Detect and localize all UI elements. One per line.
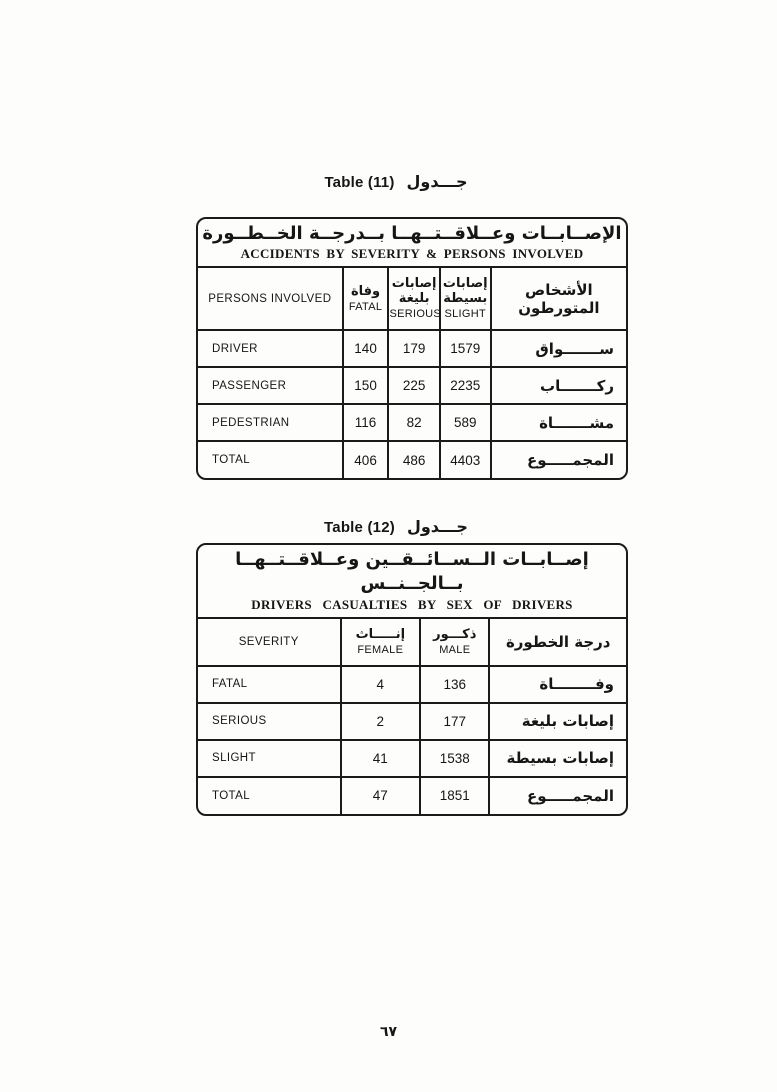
col-header-female: إنـــــاث FEMALE bbox=[341, 619, 421, 666]
row-label-en: FATAL bbox=[198, 666, 341, 703]
row-label-en: PASSENGER bbox=[198, 367, 343, 404]
table12-heading-ar: جـــدول bbox=[406, 517, 468, 536]
slight-value: 1579 bbox=[440, 330, 491, 367]
col-header-severity: SEVERITY bbox=[238, 635, 299, 648]
table12 bbox=[196, 543, 628, 816]
row-label-en: TOTAL bbox=[198, 777, 341, 814]
table11-title-arabic: الإصــابــات وعــلاقــتــهــا بــدرجــة الخــطــورة bbox=[202, 223, 622, 244]
table11 bbox=[196, 217, 628, 480]
row-label-ar: المجمـــــوع bbox=[491, 441, 626, 478]
row-label-en: SLIGHT bbox=[198, 740, 341, 777]
table11-title-english: ACCIDENTS BY SEVERITY & PERSONS INVOLVED bbox=[240, 246, 584, 262]
table11-heading-ar: جـــدول bbox=[406, 172, 468, 191]
table12-header-row bbox=[198, 619, 626, 666]
female-value: 41 bbox=[341, 740, 421, 777]
row-label-en: DRIVER bbox=[198, 330, 343, 367]
col-header-slight: إصابات بسيطة SLIGHT bbox=[440, 268, 491, 330]
row-label-ar: ركـــــــاب bbox=[491, 367, 626, 404]
col-header-persons-arabic: الأشخاص المتورطون bbox=[491, 268, 626, 330]
female-value: 4 bbox=[341, 666, 421, 703]
table-row-serious bbox=[198, 703, 626, 740]
serious-value: 179 bbox=[388, 330, 439, 367]
table12-title bbox=[198, 545, 626, 619]
table11-header-row bbox=[198, 268, 626, 330]
row-label-ar: وفــــــــاة bbox=[489, 666, 626, 703]
fatal-value: 150 bbox=[343, 367, 389, 404]
col-header-fatal: وفاة FATAL bbox=[343, 268, 389, 330]
fatal-value: 116 bbox=[343, 404, 389, 441]
male-value: 177 bbox=[420, 703, 489, 740]
fatal-value: 406 bbox=[343, 441, 389, 478]
slight-value: 589 bbox=[440, 404, 491, 441]
row-label-en: TOTAL bbox=[198, 441, 343, 478]
table-row-passenger bbox=[198, 367, 626, 404]
page-number: ٦٧ bbox=[379, 1024, 398, 1040]
fatal-value: 140 bbox=[343, 330, 389, 367]
male-value: 136 bbox=[420, 666, 489, 703]
female-value: 2 bbox=[341, 703, 421, 740]
table-row-fatal bbox=[198, 666, 626, 703]
row-label-ar: إصابات بليغة bbox=[489, 703, 626, 740]
table-row-total bbox=[198, 441, 626, 478]
col-header-serious: إصابات بليغة SERIOUS bbox=[388, 268, 439, 330]
serious-value: 225 bbox=[388, 367, 439, 404]
slight-value: 4403 bbox=[440, 441, 491, 478]
row-label-ar: مشـــــــاة bbox=[491, 404, 626, 441]
table-row-slight bbox=[198, 740, 626, 777]
table-row-total bbox=[198, 777, 626, 814]
table12-title-english: DRIVERS CASUALTIES BY SEX OF DRIVERS bbox=[251, 596, 573, 612]
col-header-severity-arabic: درجة الخطورة bbox=[489, 619, 626, 666]
table11-heading-en: Table (11) bbox=[324, 174, 395, 191]
slight-value: 2235 bbox=[440, 367, 491, 404]
row-label-ar: المجمـــــوع bbox=[489, 777, 626, 814]
male-value: 1851 bbox=[420, 777, 489, 814]
male-value: 1538 bbox=[420, 740, 489, 777]
table-row-driver bbox=[198, 330, 626, 367]
table11-heading bbox=[196, 172, 596, 191]
col-header-persons-involved: PERSONS INVOLVED bbox=[208, 292, 332, 305]
serious-value: 82 bbox=[388, 404, 439, 441]
table11-title bbox=[198, 219, 626, 268]
row-label-ar: ســـــــواق bbox=[491, 330, 626, 367]
row-label-en: PEDESTRIAN bbox=[198, 404, 343, 441]
table11-grid bbox=[198, 268, 626, 478]
col-header-male: ذكـــور MALE bbox=[420, 619, 489, 666]
serious-value: 486 bbox=[388, 441, 439, 478]
female-value: 47 bbox=[341, 777, 421, 814]
table12-heading bbox=[196, 517, 596, 536]
row-label-ar: إصابات بسيطة bbox=[489, 740, 626, 777]
table12-title-arabic: إصــابــات الــســائــقــين وعــلاقــتــهــا بــالجــنــس bbox=[235, 549, 589, 595]
row-label-en: SERIOUS bbox=[198, 703, 341, 740]
table12-heading-en: Table (12) bbox=[324, 519, 395, 536]
table-row-pedestrian bbox=[198, 404, 626, 441]
table12-grid bbox=[198, 619, 626, 814]
